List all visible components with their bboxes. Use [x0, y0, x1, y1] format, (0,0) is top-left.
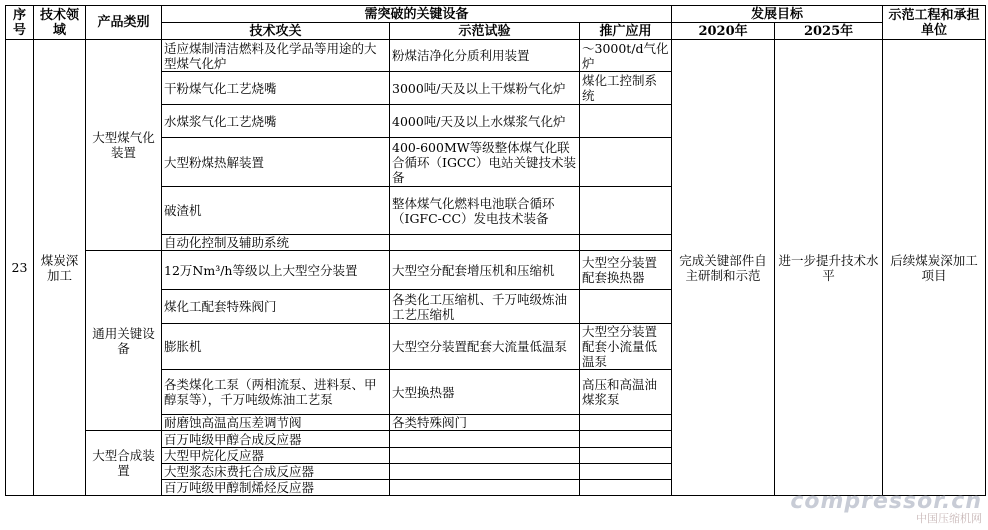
tech-cell: 12万Nm³/h等级以上大型空分装置	[162, 251, 390, 290]
promo-cell	[580, 138, 672, 187]
tech-cell: 煤化工配套特殊阀门	[162, 290, 390, 324]
promo-cell: 煤化工控制系统	[580, 72, 672, 105]
tech-cell: 各类煤化工泵（两相流泵、进料泵、甲醇泵等），千万吨级炼油工艺泵	[162, 370, 390, 415]
demo-cell: 各类化工压缩机、千万吨级炼油工艺压缩机	[390, 290, 580, 324]
tech-cell: 破渣机	[162, 187, 390, 235]
promo-cell	[580, 448, 672, 464]
header-field: 技术领域	[34, 6, 86, 40]
section-field: 煤炭深加工	[34, 40, 86, 496]
tech-cell: 大型粉煤热解装置	[162, 138, 390, 187]
header-promo: 推广应用	[580, 23, 672, 40]
demo-cell: 整体煤气化燃料电池联合循环（IGFC-CC）发电技术装备	[390, 187, 580, 235]
header-2020: 2020年	[672, 23, 775, 40]
tech-cell: 百万吨级甲醇制烯烃反应器	[162, 480, 390, 496]
demo-cell: 3000吨/天及以上干煤粉气化炉	[390, 72, 580, 105]
demo-cell: 大型空分装置配套大流量低温泵	[390, 324, 580, 370]
header-seq: 序号	[6, 6, 34, 40]
table-row	[6, 40, 986, 72]
demo-cell	[390, 448, 580, 464]
tech-cell: 耐磨蚀高温高压差调节阀	[162, 415, 390, 431]
promo-cell: 高压和高温油煤浆泵	[580, 370, 672, 415]
tech-cell: 适应煤制清洁燃料及化学品等用途的大型煤气化炉	[162, 40, 390, 72]
demo-cell: 大型空分配套增压机和压缩机	[390, 251, 580, 290]
header-key-equipment: 需突破的关键设备	[162, 6, 672, 23]
category-cell: 大型煤气化装置	[86, 40, 162, 251]
promo-cell: 大型空分装置配套换热器	[580, 251, 672, 290]
promo-cell	[580, 290, 672, 324]
demo-cell: 400-600MW等级整体煤气化联合循环（IGCC）电站关键技术装备	[390, 138, 580, 187]
tech-cell: 百万吨级甲醇合成反应器	[162, 431, 390, 448]
tech-cell: 干粉煤气化工艺烧嘴	[162, 72, 390, 105]
promo-cell	[580, 431, 672, 448]
demo-cell: 4000吨/天及以上水煤浆气化炉	[390, 105, 580, 138]
promo-cell	[580, 105, 672, 138]
demo-cell	[390, 464, 580, 480]
header-project: 示范工程和承担单位	[883, 6, 986, 40]
tech-cell: 膨胀机	[162, 324, 390, 370]
header-category: 产品类别	[86, 6, 162, 40]
demo-cell: 各类特殊阀门	[390, 415, 580, 431]
watermark-text: compressor.cn	[790, 489, 982, 514]
header-goal: 发展目标	[672, 6, 883, 23]
key-equipment-table	[5, 5, 986, 496]
tech-cell: 自动化控制及辅助系统	[162, 235, 390, 251]
promo-cell	[580, 235, 672, 251]
category-cell: 通用关键设备	[86, 251, 162, 431]
tech-cell: 大型浆态床费托合成反应器	[162, 464, 390, 480]
tech-cell: 大型甲烷化反应器	[162, 448, 390, 464]
project-cell: 后续煤炭深加工项目	[883, 40, 986, 496]
tech-cell: 水煤浆气化工艺烧嘴	[162, 105, 390, 138]
section-seq: 23	[6, 40, 34, 496]
promo-cell: 大型空分装置配套小流量低温泵	[580, 324, 672, 370]
promo-cell	[580, 480, 672, 496]
header-2025: 2025年	[775, 23, 883, 40]
category-cell: 大型合成装置	[86, 431, 162, 496]
goal-2020-cell: 完成关键部件自主研制和示范	[672, 40, 775, 496]
header-tech: 技术攻关	[162, 23, 390, 40]
header-demo: 示范试验	[390, 23, 580, 40]
promo-cell: ～3000t/d气化炉	[580, 40, 672, 72]
promo-cell	[580, 187, 672, 235]
demo-cell	[390, 480, 580, 496]
goal-2025-cell: 进一步提升技术水平	[775, 40, 883, 496]
watermark-subtext: 中国压缩机网	[916, 512, 982, 525]
promo-cell	[580, 464, 672, 480]
demo-cell	[390, 235, 580, 251]
demo-cell: 大型换热器	[390, 370, 580, 415]
demo-cell: 粉煤洁净化分质利用装置	[390, 40, 580, 72]
promo-cell	[580, 415, 672, 431]
demo-cell	[390, 431, 580, 448]
